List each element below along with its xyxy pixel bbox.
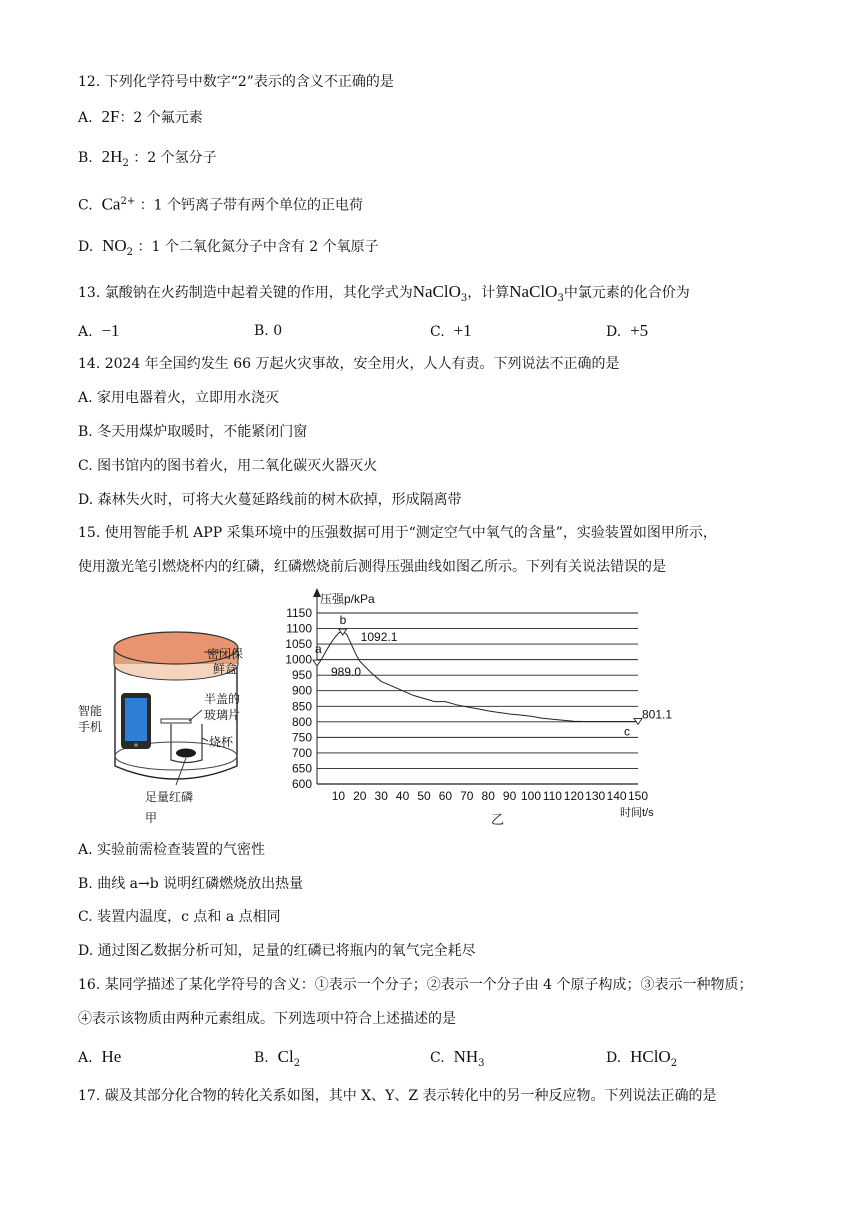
q16-option-a: A. He [78,1047,122,1066]
x-tick-label: 30 [374,789,388,803]
x-tick-label: 90 [502,789,517,803]
q15-stem-line2: 使用激光笔引燃烧杯内的红磷，红磷燃烧前后测得压强曲线如图乙所示。下列有关说法错误的是 [78,559,666,575]
label-phosphorus: 足量红磷 [145,790,194,804]
formula: NaClO [509,282,558,301]
label-glass-2: 玻璃片 [204,708,241,722]
y-tick-label: 700 [291,745,312,760]
q16-option-c: C. $NH_3$ [430,1047,485,1069]
label-lid-1: 密闭保 [207,647,244,661]
q17-stem: 17. 碳及其部分化合物的转化关系如图，其中 X、Y、Z 表示转化中的另一种反应物。下列说法正确的是 [78,1088,717,1104]
y-tick-label: 1050 [285,637,312,652]
q12-stem: 12. 下列化学符号中数字“2”表示的含义不正确的是 [78,74,394,90]
point-label-b: b [339,613,347,628]
y-axis-label: 压强p/kPa [320,592,375,606]
q14-option-a: A. 家用电器着火，立即用水浇灭 [78,390,280,406]
caption-jia: 甲 [145,811,158,825]
y-tick-labels [285,606,312,791]
marker-a [313,660,321,666]
formula: NO [102,236,127,255]
x-axis-label: 时间t/s [620,807,654,819]
glass-slide [161,719,191,723]
q13-option-b: B. 0 [254,323,283,339]
pressure-chart [285,588,672,827]
q12-option-a: A. 2F：2 个氟元素 [78,107,203,126]
y-tick-label: 850 [291,699,312,714]
q14-option-c: C. 图书馆内的图书着火，用二氧化碳灭火器灭火 [78,458,378,474]
q13-option-c: C. +1 [430,321,472,340]
apparatus-diagram [78,632,243,825]
x-tick-labels [332,789,649,803]
pressure-curve [317,631,638,722]
value-label-b: 1092.1 [360,630,398,645]
q12-option-b: B. $2H_2$ ：2 个氢分子 [78,147,217,169]
caption-yi: 乙 [491,812,505,827]
formula: 2H [101,147,123,166]
label-phone-2: 手机 [78,720,103,734]
q16-option-d: D. HClO$_2$ [606,1047,678,1069]
x-tick-label: 80 [481,789,495,803]
y-tick-label: 650 [291,761,312,776]
red-phosphorus [176,749,196,758]
annotations [313,613,672,738]
label-phone-1: 智能 [78,704,103,718]
y-tick-label: 750 [291,730,312,745]
x-tick-label: 150 [627,789,649,803]
x-tick-label: 140 [606,789,627,803]
x-tick-label: 60 [438,789,453,803]
formula: NaClO [412,282,461,301]
y-tick-label: 1000 [285,652,312,667]
point-label-c: c [624,724,630,739]
y-tick-label: 1150 [286,606,312,620]
q15-option-c: C. 装置内温度，c 点和 a 点相同 [78,909,281,925]
x-tick-label: 70 [460,789,474,803]
q15-figure [78,588,678,830]
label-lid-2: 鲜盒 [213,662,238,676]
value-label-c: 801.1 [642,707,673,722]
x-tick-label: 20 [353,789,367,803]
label-beaker: 烧杯 [209,735,234,749]
value-label-a: 989.0 [331,665,362,680]
x-tick-label: 10 [331,789,346,803]
q15-option-b: B. 曲线 a→b 说明红磷燃烧放出热量 [78,876,304,892]
q14-option-d: D. 森林失火时，可将大火蔓延路线前的树木砍掉，形成隔离带 [78,492,462,508]
formula: 2F [101,107,120,126]
q12-option-d: D. $NO_2$ ：1 个二氧化氮分子中含有 2 个氧原子 [78,236,379,258]
q13-option-d: D. +5 [606,321,649,340]
q15-option-d: D. 通过图乙数据分析可知，足量的红磷已将瓶内的氧气完全耗尽 [78,943,476,959]
q16-option-b: B. $Cl_2$ [254,1047,301,1069]
q14-stem: 14. 2024 年全国约发生 66 万起火灾事故，安全用火，人人有责。下列说法不正确的是 [78,356,620,372]
q14-option-b: B. 冬天用煤炉取暖时，不能紧闭门窗 [78,424,308,440]
point-label-a: a [315,642,322,657]
q16-stem-line1: 16. 某同学描述了某化学符号的含义：①表示一个分子；②表示一个分子由 4 个原子构成；③表示一种物质； [78,977,753,993]
q15-option-a: A. 实验前需检查装置的气密性 [78,842,266,858]
y-tick-label: 950 [291,668,312,683]
q16-stem-line2: ④表示该物质由两种元素组成。下列选项中符合上述描述的是 [78,1011,456,1027]
x-tick-label: 50 [417,789,431,803]
phone-screen [125,698,147,741]
formula: Ca [101,194,121,214]
q12-option-c: C. $Ca^{2+}$ ：1 个钙离子带有两个单位的正电荷 [78,194,364,214]
q13-stem: 13. 氯酸钠在火药制造中起着关键的作用，其化学式为NaClO$_3$，计算NaClO$_3$中氯元素的化合价为 [78,282,690,304]
x-tick-label: 130 [585,789,606,803]
x-tick-label: 110 [542,789,562,803]
y-tick-label: 600 [291,777,312,791]
x-tick-label: 100 [520,789,542,803]
q15-stem-line1: 15. 使用智能手机 APP 采集环境中的压强数据可用于“测定空气中氧气的含量”，实验装置如图甲所示， [78,525,717,541]
label-glass-1: 半盖的 [204,692,241,706]
y-tick-label: 900 [291,683,312,698]
q13-option-a: A. −1 [78,321,120,340]
y-tick-label: 1100 [286,621,312,636]
x-tick-label: 120 [563,789,584,803]
x-tick-label: 40 [395,789,410,803]
y-tick-label: 800 [291,714,312,729]
